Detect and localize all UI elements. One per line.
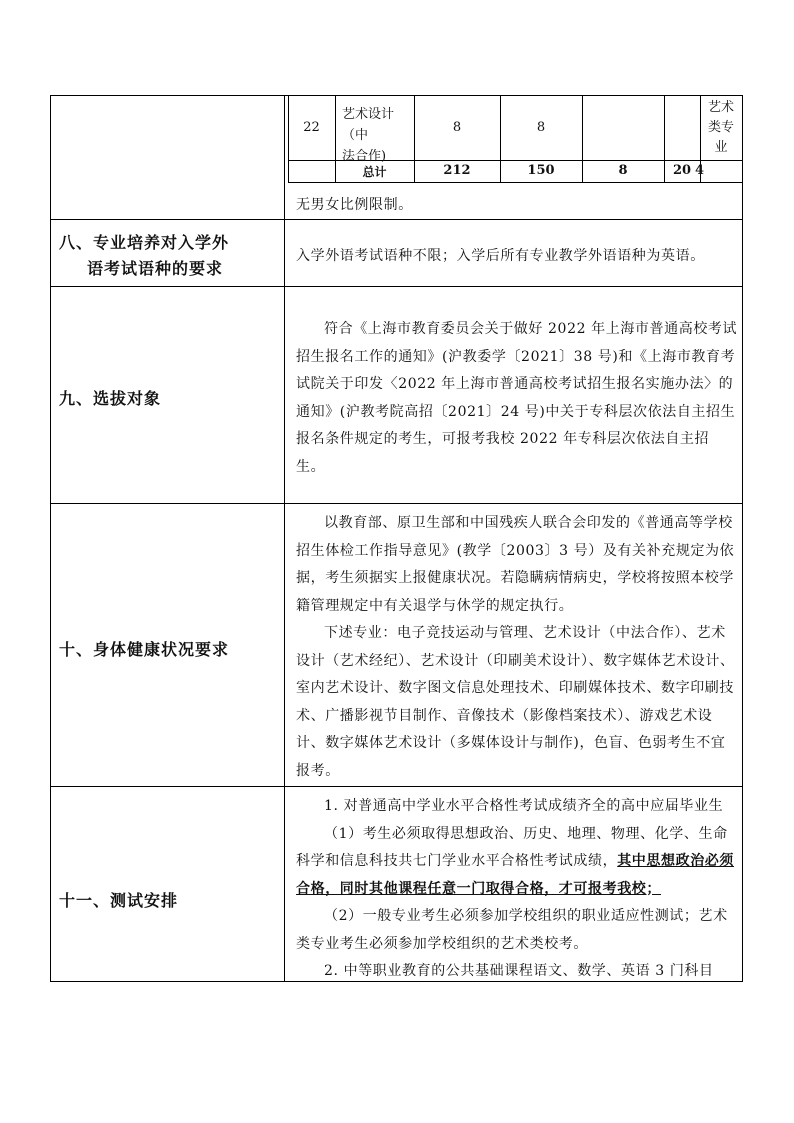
total-label: 总计 xyxy=(362,165,387,179)
emphasis-requirement: 其中思想政治必须合格，同时其他课程任意一门取得合格，才可报考我校； xyxy=(296,853,735,897)
section-8-label: 八、专业培养对入学外 语考试语种的要求 xyxy=(59,233,230,278)
quota-value: 8 xyxy=(536,120,546,135)
total-value: 150 xyxy=(527,163,555,178)
column-divider xyxy=(284,96,285,981)
section-11-content xyxy=(296,793,738,986)
section-9-label: 九、选拔对象 xyxy=(59,389,162,408)
row-divider xyxy=(51,503,742,504)
requirements-table xyxy=(50,95,743,982)
row-divider xyxy=(51,286,742,287)
inner-border xyxy=(742,96,743,182)
remark: 艺术 类专 业 xyxy=(707,100,734,155)
section-10-para-1: 以教育部、原卫生部和中国残疾人联合会印发的《普通高等学校招生体检工作指导意见》(教学〔2003〕3 号）及有关补充规定为依据，考生须据实上报健康状况。若隐瞒病情病史，学校将按照本校学籍管理规定中有关退学与休学的规定执行。 xyxy=(296,515,735,614)
inner-border xyxy=(288,182,742,183)
total-value: 4 xyxy=(694,163,704,178)
total-value: 212 xyxy=(443,163,471,178)
major-quota-table xyxy=(286,96,742,182)
row-divider xyxy=(51,219,742,220)
section-11-item-2: 2. 中等职业教育的公共基础课程语文、数学、英语 3 门科目 xyxy=(324,963,714,979)
gender-ratio-note: 无男女比例限制。 xyxy=(296,197,413,213)
row-number: 22 xyxy=(303,120,320,135)
section-9-content: 符合《上海市教育委员会关于做好 2022 年上海市普通高校考试招生报名工作的通知》(沪教委学〔2021〕38 号)和《上海市教育考试院关于印发〈2022 年上海市普通高校考试招生报名实施办法〉的通知》(沪教考院高招〔2021〕24 号)中关于专科层次依法自主招生报名条件规定的考生，可报考我校 2022 年专科层次依法自主招生。 xyxy=(296,321,738,475)
section-10-label: 十、身体健康状况要求 xyxy=(59,640,230,659)
section-11-item-1-2: （2）一般专业考生必须参加学校组织的职业适应性测试；艺术类专业考生必须参加学校组织的艺术类校考。 xyxy=(296,908,728,952)
section-10-para-2: 下述专业：电子竞技运动与管理、艺术设计（中法合作）、艺术设计（艺术经纪）、艺术设计（印刷美术设计）、数字媒体艺术设计、室内艺术设计、数字图文信息处理技术、印刷媒体技术、数字印刷技术、广播影视节目制作、音像技术（影像档案技术）、游戏艺术设计、数字媒体艺术设计（多媒体设计与制作)，色盲、色弱考生不宜报考。 xyxy=(296,625,735,779)
major-name: 艺术设计（中 法合作) xyxy=(342,107,395,164)
section-11-label: 十一、测试安排 xyxy=(59,891,179,910)
inner-border xyxy=(288,96,289,182)
total-value: 8 xyxy=(618,163,628,178)
section-8-content: 入学外语考试语种不限；入学后所有专业教学外语语种为英语。 xyxy=(296,248,705,264)
section-10-content xyxy=(296,510,738,785)
total-value: 20 xyxy=(672,163,692,178)
section-11-item-1: 1. 对普通高中学业水平合格性考试成绩齐全的高中应届毕业生 xyxy=(324,798,724,814)
quota-value: 8 xyxy=(452,120,462,135)
section-11-item-1-1: （1）考生必须取得思想政治、历史、地理、物理、化学、生命科学和信息科技共七门学业水平合格性考试成绩，其中思想政治必须合格，同时其他课程任意一门取得合格，才可报考我校； xyxy=(296,825,735,897)
row-divider xyxy=(51,786,742,787)
